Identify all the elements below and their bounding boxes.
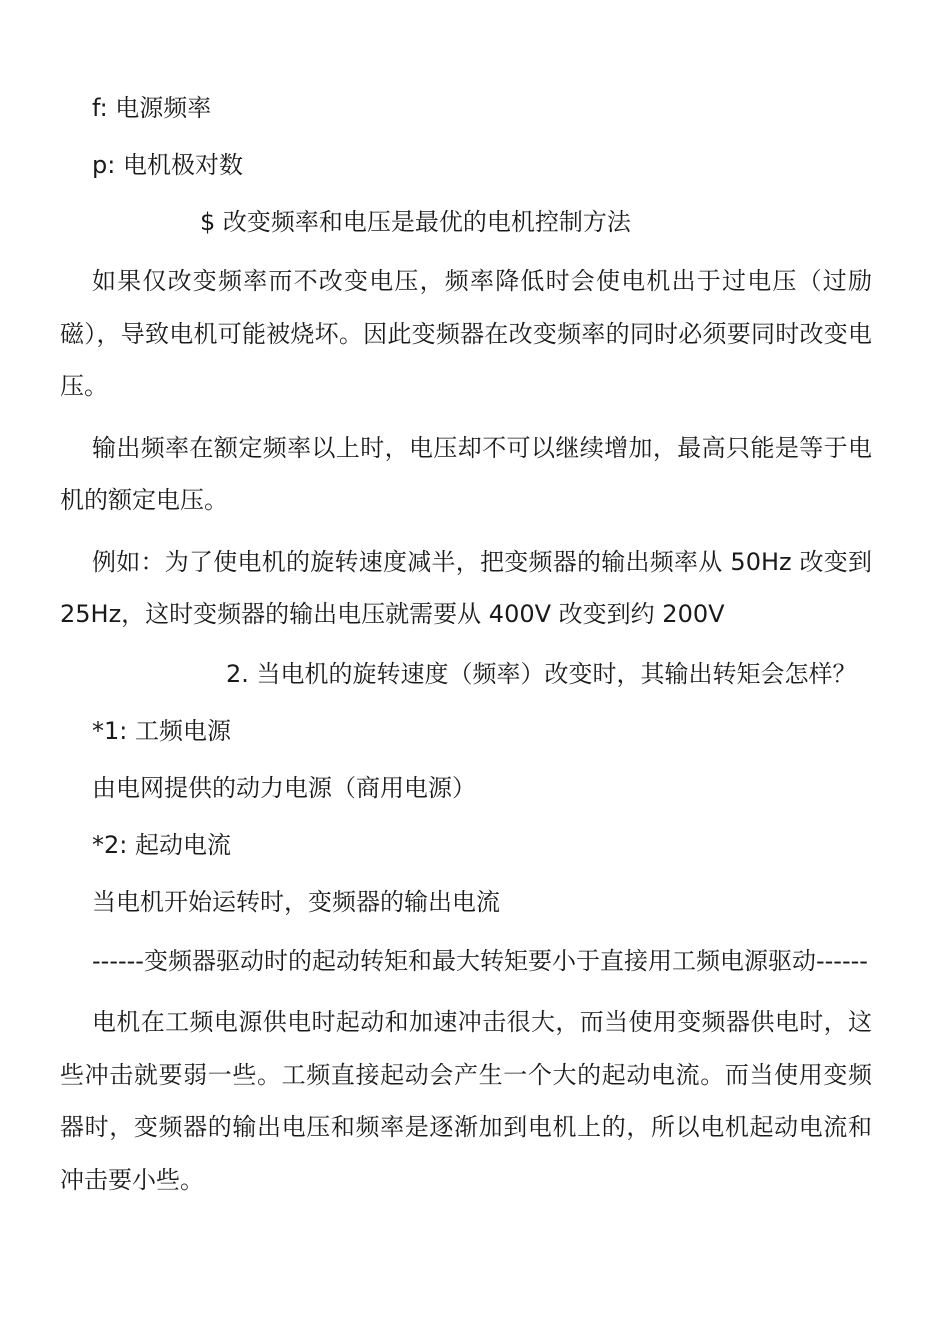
section-heading-1: $ 改变频率和电压是最优的电机控制方法 [200, 208, 631, 236]
note-1-text: 由电网提供的动力电源（商用电源） [92, 773, 476, 802]
note-2-text: 当电机开始运转时，变频器的输出电流 [92, 887, 500, 916]
section-heading-2: 2. 当电机的旋转速度（频率）改变时，其输出转矩会怎样？ [226, 659, 857, 688]
paragraph-starting-impact: 电机在工频电源供电时起动和加速冲击很大，而当使用变频器供电时，这些冲击就要弱一些。工频直接起动会产生一个大的起动电流。而当使用变频器时，变频器的输出电压和频率是逐渐加到电机上的，所以电机起动电流和冲击要小些。 [60, 1008, 872, 1194]
paragraph-overvoltage: 如果仅改变频率而不改变电压，频率降低时会使电机出于过电压（过励磁），导致电机可能被烧坏。因此变频器在改变频率的同时必须要同时改变电压。 [60, 267, 872, 400]
note-2-title: *2: 起动电流 [92, 830, 231, 859]
paragraph-torque-statement: ------变频器驱动时的起动转矩和最大转矩要小于直接用工频电源驱动------ [92, 946, 868, 975]
note-1-title: *1: 工频电源 [92, 716, 231, 745]
definition-p: p: 电机极对数 [92, 151, 243, 179]
paragraph-example: 例如：为了使电机的旋转速度减半，把变频器的输出频率从 50Hz 改变到 25Hz，这时变频器的输出电压就需要从 400V 改变到约 200V [60, 547, 872, 628]
definition-f: f: 电源频率 [92, 94, 212, 122]
paragraph-rated-voltage: 输出频率在额定频率以上时，电压却不可以继续增加，最高只能是等于电机的额定电压。 [60, 433, 872, 514]
